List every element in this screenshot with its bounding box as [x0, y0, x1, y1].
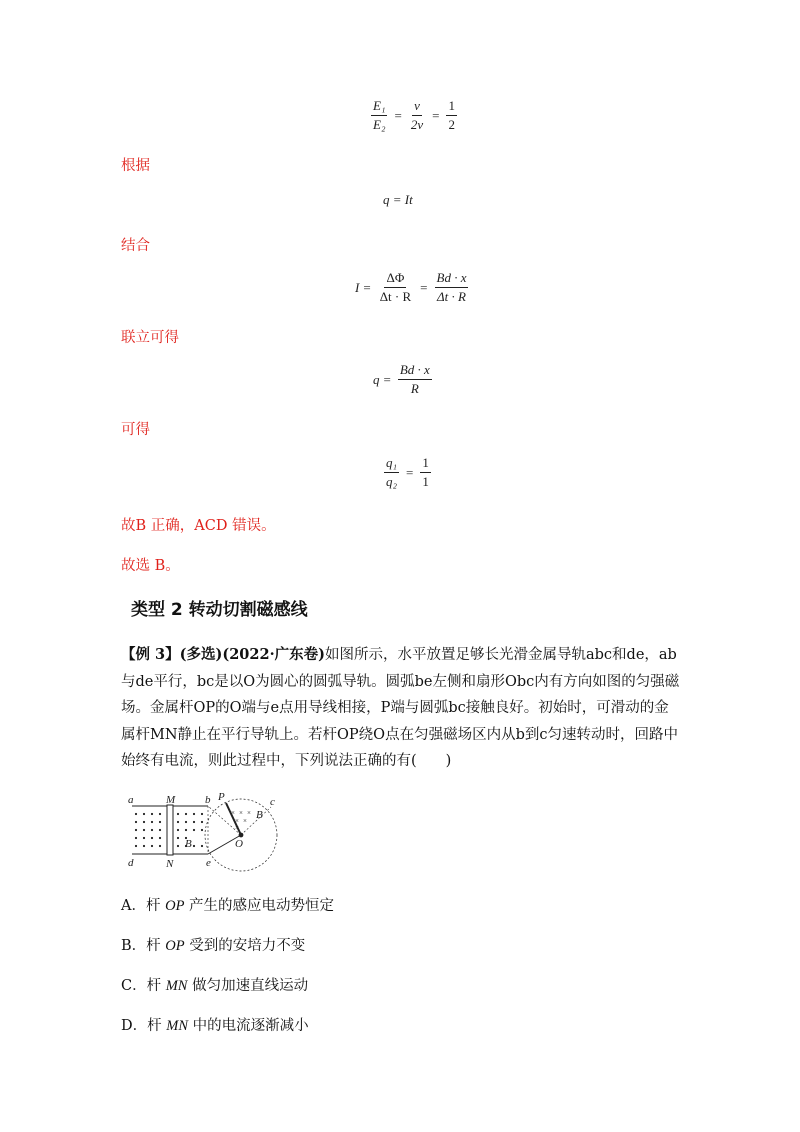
pivot-o — [239, 833, 244, 838]
label-b-field-right: B — [256, 809, 263, 821]
option-pre: 杆 — [146, 938, 166, 954]
time-resistance: Δt · R — [379, 289, 412, 304]
svg-text:×: × — [239, 809, 243, 817]
two: 2 — [448, 117, 455, 132]
rod-mn — [167, 805, 173, 855]
label-p: P — [218, 791, 225, 803]
option-var: MN — [165, 978, 188, 994]
option-d[interactable] — [121, 1014, 309, 1035]
question-block — [121, 642, 683, 775]
svg-text:×: × — [231, 809, 235, 817]
svg-text:×: × — [243, 817, 247, 825]
circuit-diagram — [122, 790, 287, 872]
current-symbol: I — [355, 279, 360, 295]
label-m: M — [166, 794, 176, 806]
one: 1 — [446, 98, 457, 116]
one: 1 — [420, 455, 431, 473]
v-num: v — [412, 98, 422, 116]
option-var: OP — [165, 898, 185, 914]
step-jiehe: 结合 — [121, 238, 150, 254]
option-a[interactable] — [121, 894, 334, 915]
q1: q₁ — [384, 455, 399, 473]
option-letter: A． — [121, 898, 146, 914]
formula-current — [355, 270, 471, 305]
option-post: 中的电流逐渐减小 — [188, 1018, 309, 1034]
conclusion-text: 故B 正确，ACD 错误。 — [121, 518, 276, 534]
option-pre: 杆 — [145, 898, 166, 914]
equals: = — [406, 464, 414, 480]
label-o: O — [235, 838, 243, 850]
charge-symbol: q — [373, 371, 380, 387]
step-genju: 根据 — [121, 158, 150, 174]
label-c: c — [270, 796, 275, 808]
flux-change: ΔΦ — [384, 270, 406, 288]
svg-text:×: × — [235, 824, 239, 832]
bdx: Bd · x — [435, 270, 469, 288]
v-den: 2v — [410, 117, 424, 132]
option-var: OP — [165, 938, 185, 954]
formula-q-it: q = It — [383, 192, 413, 207]
section-title: 类型 2 转动切割磁感线 — [131, 600, 308, 620]
option-var: MN — [166, 1018, 188, 1034]
label-e: e — [206, 857, 211, 869]
option-c[interactable] — [121, 974, 308, 995]
option-post: 受到的安培力不变 — [184, 938, 306, 954]
equals: = — [363, 279, 371, 295]
option-pre: 杆 — [147, 1018, 167, 1034]
label-d: d — [128, 857, 134, 869]
question-body: 如图所示，水平放置足够长光滑金属导轨abc和de，ab与de平行，bc是以O为圆心的圆弧导轨。圆弧be左侧和扇形Obc内有方向如图的匀强磁场。金属杆OP的O端与e点用导线相接，P端与圆弧bc接触良好。初始时，可滑动的金属杆MN静止在平行导轨上。若杆OP绕O点在匀强磁场区内从b到c匀速转动时，回路中始终有电流，则此过程中，下列说法正确的有( ) — [121, 647, 680, 769]
label-n: N — [166, 858, 174, 870]
equals: = — [420, 279, 428, 295]
option-pre: 杆 — [146, 978, 166, 994]
step-kede: 可得 — [121, 422, 150, 438]
answer-text: 故选 B。 — [121, 558, 180, 574]
equals: = — [383, 371, 391, 387]
option-letter: D． — [121, 1018, 148, 1034]
option-letter: B． — [121, 938, 147, 954]
svg-text:×: × — [247, 809, 251, 817]
resistance: R — [410, 381, 419, 396]
label-b-field-left: B — [185, 838, 192, 850]
option-letter: C． — [121, 978, 147, 994]
emf2: E₂ — [373, 117, 386, 132]
option-b[interactable] — [121, 934, 305, 955]
option-post: 做匀加速直线运动 — [187, 978, 309, 994]
formula-charge-ratio — [381, 455, 434, 490]
step-lianli: 联立可得 — [121, 330, 179, 346]
equals: = — [394, 107, 402, 123]
one: 1 — [422, 474, 429, 489]
emf1: E₁ — [371, 98, 387, 116]
label-a: a — [128, 794, 134, 806]
question-source: (多选)(2022·广东卷) — [179, 646, 325, 663]
q2: q₂ — [386, 474, 398, 489]
svg-text:×: × — [235, 817, 239, 825]
formula-emf-ratio — [368, 98, 460, 133]
example-tag: 【例 3】 — [121, 646, 180, 663]
option-post: 产生的感应电动势恒定 — [184, 898, 335, 914]
bdx: Bd · x — [398, 362, 432, 380]
time-resistance: Δt · R — [437, 289, 466, 304]
formula-charge — [373, 362, 435, 397]
equals: = — [432, 107, 440, 123]
label-b: b — [205, 794, 211, 806]
